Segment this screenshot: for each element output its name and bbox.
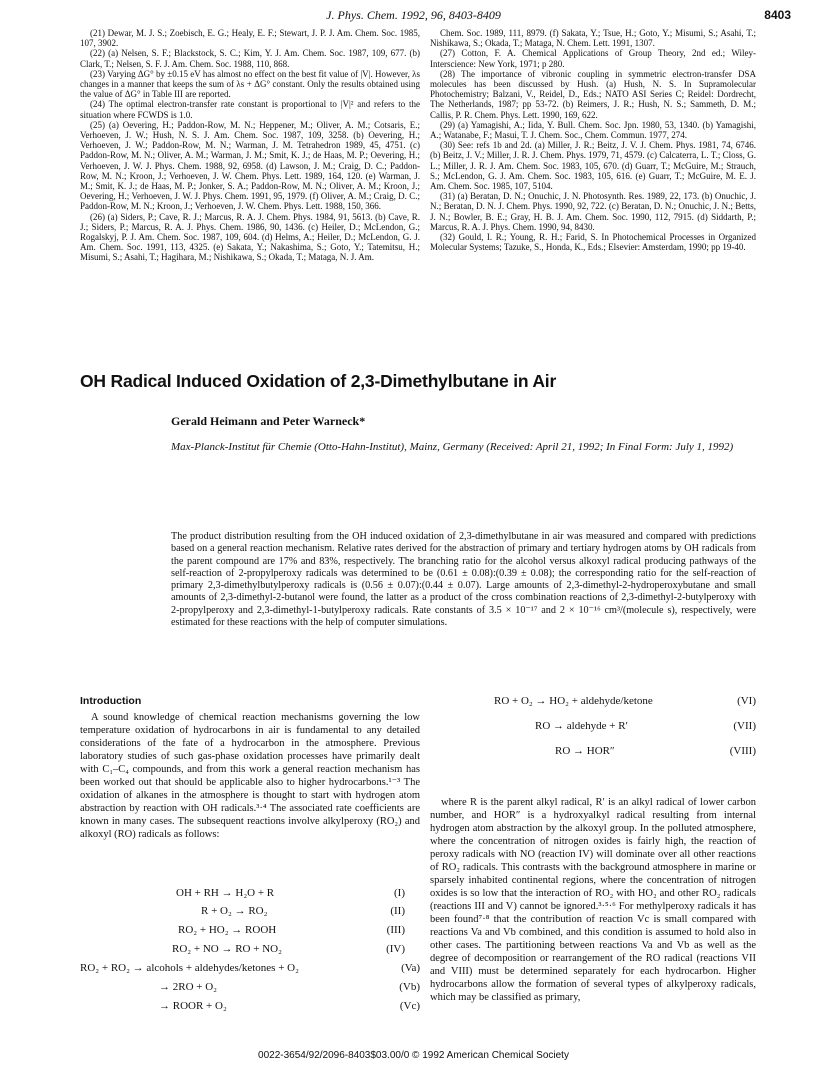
equation-formula: RO → HOR″ <box>555 745 615 757</box>
reference-entry: (23) Varying ΔG° by ±0.15 eV has almost no effect on the best fit value of |V|. However, λs changes in a manner that keeps the sum of λs + ΔG° constant. Only the results obtained using the value of ΔG° in Table III are reported. <box>80 68 420 100</box>
reaction-equation <box>159 1000 420 1014</box>
reference-entry: (27) Cotton, F. A. Chemical Applications of Group Theory, 2nd ed.; Wiley-Interscience: New York, 1971; p 280. <box>430 48 756 69</box>
reference-entry: (32) Gould, I. R.; Young, R. H.; Farid, S. In Photochemical Processes in Organized Molecular Systems; Tazuke, S., Honda, K., Eds.; Elsevier: Amsterdam, 1990; pp 19-40. <box>430 232 756 253</box>
reaction-equation <box>535 720 756 734</box>
paragraph: where R is the parent alkyl radical, R′ is an alkyl radical of lower carbon number, and HOR″ is a hydroxyalkyl radical resulting from internal hydrogen atom abstraction by the alkoxyl group. In the polluted atmosphere, where the concentration of nitrogen oxides is fairly high, the reaction of peroxy radicals with NO (reaction IV) will dominate over all other reactions of RO₂ radicals. This contrasts with the background atmosphere in marine or sparsely inhabited continental regions, where the concentration of nitrogen oxides is so low that the interaction of RO₂ with HO₂ and other RO₂ radicals (reactions III and V) cannot be ignored.³·⁵·⁶ For methylperoxy radicals it has been found⁷·⁸ that the contribution of reaction Vc is small compared with reactions Va and Vb combined, and this condition is assumed to hold also in other cases. The partitioning between reactions Va and Vb as well as the degree of decomposition or rearrangement of the RO radical (reactions VII and VIII) must be determined separately for each hydrocarbon. Higher hydrocarbons allow the formation of several types of alkylperoxy radicals, which may be classified as primary, <box>430 797 756 1003</box>
article-abstract: The product distribution resulting from the OH induced oxidation of 2,3-dimethylbutane in air was measured and compared with predictions based on a general reaction mechanism. Relative rates derived for the abstraction of primary and tertiary hydrogen atoms by OH radicals from the parent compound are 17% and 83%, respectively. The branching ratio for the alcohol versus alkoxyl radical producing pathways of the self-reaction of 2-propylperoxy radicals was determined to be (0.61 ± 0.08):(0.39 ± 0.08); the corresponding ratio for the self-reaction of primary 2,3-dimethylbutylperoxy radicals is (0.56 ± 0.07):(0.44 ± 0.07). Large amounts of 2,3-dimethyl-2-hydroperoxybutane and small amounts of 2,3-dimethyl-2-butanol were found, the latter as a product of the cross combination reactions of 2,3-dimethyl-2-butylperoxy with 2-propylperoxy and 2,3-dimethyl-1-butylperoxy radicals. Rate constants of 3.5 × 10⁻¹⁷ and 2 × 10⁻¹⁶ cm³/(molecule s), respectively, were estimated for these reactions with the help of computer simulations. <box>171 531 756 629</box>
article-title: OH Radical Induced Oxidation of 2,3-Dimethylbutane in Air <box>80 371 557 391</box>
article-authors: Gerald Heimann and Peter Warneck* <box>171 414 366 428</box>
reaction-equation <box>176 887 405 901</box>
equation-formula: → 2RO + O₂ <box>159 981 218 993</box>
reference-entry: (29) (a) Yamagishi, A.; Iida, Y. Bull. Chem. Soc. Jpn. 1980, 53, 1340. (b) Yamagishi, A.; Watanabe, F.; Masui, T. J. Chem. Soc., Chem. Commun. 1977, 274. <box>430 119 756 141</box>
reaction-equation <box>494 695 756 709</box>
equation-number: (II) <box>390 905 405 917</box>
introduction-left-text <box>80 711 420 841</box>
equation-number: (Vb) <box>399 981 420 993</box>
equation-number: (VIII) <box>729 745 756 757</box>
paragraph: A sound knowledge of chemical reaction mechanisms governing the low temperature oxidation of hydrocarbons in air is fundamental to any detailed considerations of the fate of a hydrocarbon in the atmosphere. Previous laboratory studies of such gas-phase oxidation processes have primarily dealt with C₁–C₄ compounds, and from this work a general reaction mechanism has been worked out that should be applicable also to higher hydrocarbons.¹⁻³ The oxidation of alkanes in the atmosphere is thought to start with hydrogen atom abstraction by reaction with OH radicals.³·⁴ The associated rate coefficients are known in many cases. The subsequent reactions involve alkylperoxy (RO₂) and alkoxyl (RO) radicals as follows: <box>80 712 420 840</box>
equation-number: (VI) <box>737 695 756 707</box>
equation-formula: R + O₂ → RO₂ <box>201 905 268 917</box>
reference-entry: Chem. Soc. 1989, 111, 8979. (f) Sakata, Y.; Tsue, H.; Goto, Y.; Misumi, S.; Asahi, T.; Nishikawa, S.; Okada, T.; Mataga, N. Chem. Lett. 1991, 1307. <box>430 28 756 49</box>
reaction-equation <box>178 924 405 938</box>
reaction-equation <box>159 981 420 995</box>
equation-formula: RO₂ + HO₂ → ROOH <box>178 924 277 936</box>
reference-entry: (22) (a) Nelsen, S. F.; Blackstock, S. C.; Kim, Y. J. Am. Chem. Soc. 1987, 109, 677. (b) Clark, T.; Nelsen, S. F. J. Am. Chem. Soc. 1988, 110, 868. <box>80 48 420 69</box>
equation-formula: RO + O₂ → HO₂ + aldehyde/ketone <box>494 695 653 707</box>
references-left-column <box>80 28 420 263</box>
article-affiliation: Max-Planck-Institut für Chemie (Otto-Hahn-Institut), Mainz, Germany (Received: April 21, 1992; In Final Form: July 1, 1992) <box>171 441 734 453</box>
equation-number: (IV) <box>386 943 405 955</box>
equation-number: (III) <box>386 924 405 936</box>
equation-formula: RO → aldehyde + R′ <box>535 720 628 732</box>
reference-entry: (26) (a) Siders, P.; Cave, R. J.; Marcus, R. A. J. Chem. Phys. 1984, 91, 5613. (b) Cave, R. J.; Siders, P.; Marcus, R. A. J. Phys. Chem. 1986, 90, 1436. (c) Heiler, D.; McLendon, G.; Rogalskyj, P. J. Am. Chem. Soc. 1987, 109, 604. (d) Helms, A.; Heiler, D.; McLendon, G. J. Am. Chem. Soc. 1991, 113, 4325. (e) Sakata, Y.; Nakashima, S.; Goto, Y.; Tatemitsu, H.; Misumi, S.; Asahi, T.; Hagihara, M.; Nishikawa, S.; Okada, T.; Mataga, N. J. Am. <box>80 211 420 263</box>
journal-citation: J. Phys. Chem. 1992, 96, 8403-8409 <box>326 8 501 22</box>
equation-formula: OH + RH → H₂O + R <box>176 887 275 899</box>
equation-formula: RO₂ + NO → RO + NO₂ <box>172 943 282 955</box>
reference-entry: (21) Dewar, M. J. S.; Zoebisch, E. G.; Healy, E. F.; Stewart, J. P. J. Am. Chem. Soc. 1985, 107, 3902. <box>80 28 420 49</box>
reaction-equation <box>172 943 405 957</box>
reference-entry: (25) (a) Oevering, H.; Paddon-Row, M. N.; Heppener, M.; Oliver, A. M.; Cotsaris, E.; Verhoeven, J. W.; Hush, N. S. J. Am. Chem. Soc. 1987, 109, 3258. (b) Oevering, H.; Verhoeven, J. W.; Paddon-Row, M. N.; Warman, J. M. Tetrahedron 1989, 45, 4751. (c) Paddon-Row, M. N.; Oliver, A. M.; Warman, J. M.; Smit, K. J.; de Haas, M. P.; Oevering, H.; Verhoeven, J. W. J. Phys. Chem. 1988, 92, 6958. (d) Lawson, J. M.; Craig, D. C.; Paddon-Row, M. N.; Kroon, J.; Verhoeven, J. W. Chem. Phys. Lett. 1989, 164, 120. (e) Warman, J. M.; Smit, K. J.; de Haas, M. P.; Jonker, S. A.; Paddon-Row, M. N.; Oliver, A. M.; Kroon, J.; Oevering, H.; Verhoeven, J. W. J. Phys. Chem. 1991, 95, 1979. (f) Oliver, A. M.; Craig, D. C.; Paddon-Row, M. N.; Kroon, J.; Verhoeven, J. W. Chem. Phys. Lett. 1988, 150, 366. <box>80 119 420 212</box>
equation-number: (Vc) <box>399 1000 420 1012</box>
reference-entry: (24) The optimal electron-transfer rate constant is proportional to |V|² and refers to the situation where FCWDS is 1.0. <box>80 99 420 120</box>
page-footer: 0022-3654/92/2096-8403$03.00/0 © 1992 American Chemical Society <box>258 1050 569 1061</box>
reaction-equation <box>201 905 405 919</box>
references-right-column <box>430 28 756 252</box>
page-header <box>0 8 827 24</box>
equation-formula: → ROOR + O₂ <box>159 1000 227 1012</box>
equation-number: (I) <box>394 887 405 899</box>
introduction-right-text <box>430 796 756 1004</box>
equation-formula: RO₂ + RO₂ → alcohols + aldehydes/ketones + O₂ <box>80 962 299 974</box>
equation-number: (Va) <box>401 962 420 974</box>
equation-number: (VII) <box>733 720 756 732</box>
reference-entry: (31) (a) Beratan, D. N.; Onuchic, J. N. Photosynth. Res. 1989, 22, 173. (b) Onuchic, J. N.; Beratan, D. N. J. Chem. Phys. 1990, 92, 722. (c) Beratan, D. N.; Onuchic, J. N.; Betts, J. N.; Bowler, B. E.; Gray, H. B. J. Am. Chem. Soc. 1990, 112, 7915. (d) Siddarth, P.; Marcus, R. A. J. Phys. Chem. 1990, 94, 8430. <box>430 191 756 232</box>
reference-entry: (30) See: refs 1b and 2d. (a) Miller, J. R.; Beitz, J. V. J. Chem. Phys. 1981, 74, 6746. (b) Beitz, J. V.; Miller, J. R. J. Chem. Phys. 1979, 71, 4579. (c) Calcaterra, L. T.; Closs, G. L.; Miller, J. R. J. Am. Chem. Soc. 1983, 105, 670. (d) Guarr, T.; McGuire, M.; Strauch, S.; McLendon, G. J. Am. Chem. Soc. 1983, 105, 616. (e) Guarr, T.; McGuire, M. E. J. Am. Chem. Soc. 1985, 107, 5104. <box>430 140 756 192</box>
page-number: 8403 <box>764 8 791 22</box>
reaction-equation <box>555 745 756 759</box>
section-heading-introduction: Introduction <box>80 695 142 707</box>
reaction-equation <box>80 962 420 976</box>
reference-entry: (28) The importance of vibronic coupling in symmetric electron-transfer DSA molecules has been discussed by Hush. (a) Hush, N. S. In Supramolecular Photochemistry; Balzani, V., Reidel, D., Eds.; NATO ASI Series C; Reidel: Dordrecht, The Netherlands, 1987; pp 53-72. (b) Reimers, J. R.; Hush, N. S.; Sammeth, D. M.; Callis, P. R. Chem. Phys. Lett. 1990, 169, 622. <box>430 68 756 120</box>
